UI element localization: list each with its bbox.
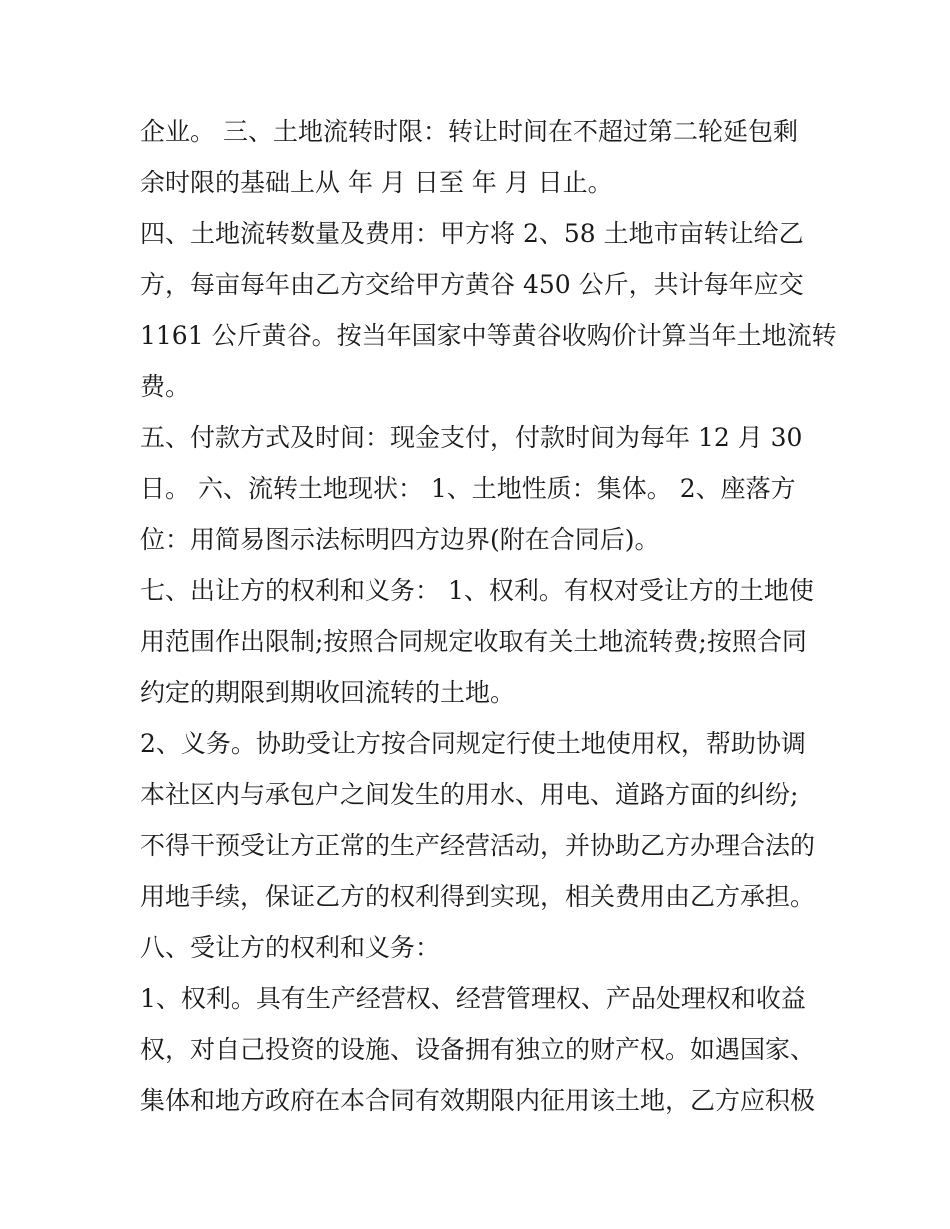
text-line-13: 2、义务。协助受让方按合同规定行使土地使用权，帮助协调: [140, 729, 806, 758]
contract-body-text: [140, 106, 837, 1126]
text-line-16: 用地手续，保证乙方的权利得到实现，相关费用由乙方承担。: [140, 882, 816, 911]
text-line-19: 权，对自己投资的设施、设备拥有独立的财产权。如遇国家、: [140, 1035, 816, 1064]
text-line-15: 不得干预受让方正常的生产经营活动，并协助乙方办理合法的: [140, 831, 816, 860]
text-line-9: 位：用简易图示法标明四方边界(附在合同后)。: [140, 525, 660, 554]
text-line-4: 方，每亩每年由乙方交给甲方黄谷 450 公斤，共计每年应交: [140, 270, 804, 299]
text-line-10: 七、出让方的权利和义务： 1、权利。有权对受让方的土地使: [140, 576, 814, 605]
text-line-12: 约定的期限到期收回流转的土地。: [140, 678, 516, 707]
text-line-5: 1161 公斤黄谷。按当年国家中等黄谷收购价计算当年土地流转: [140, 321, 837, 350]
text-line-2: 余时限的基础上从 年 月 日至 年 月 日止。: [140, 168, 613, 197]
text-line-20: 集体和地方政府在本合同有效期限内征用该土地，乙方应积极: [140, 1086, 816, 1115]
text-line-8: 日。 六、流转土地现状： 1、土地性质：集体。 2、座落方: [140, 474, 796, 503]
text-line-14: 本社区内与承包户之间发生的用水、用电、道路方面的纠纷;: [140, 780, 799, 809]
text-line-1: 企业。 三、土地流转时限：转让时间在不超过第二轮延包剩: [140, 117, 798, 146]
text-line-3: 四、土地流转数量及费用：甲方将 2、58 土地市亩转让给乙: [140, 219, 804, 248]
text-line-18: 1、权利。具有生产经营权、经营管理权、产品处理权和收益: [140, 984, 806, 1013]
text-line-17: 八、受让方的权利和义务：: [140, 933, 441, 962]
text-line-11: 用范围作出限制;按照合同规定收取有关土地流转费;按照合同: [140, 627, 807, 656]
text-line-7: 五、付款方式及时间：现金支付，付款时间为每年 12 月 30: [140, 423, 803, 452]
text-line-6: 费。: [140, 372, 191, 401]
